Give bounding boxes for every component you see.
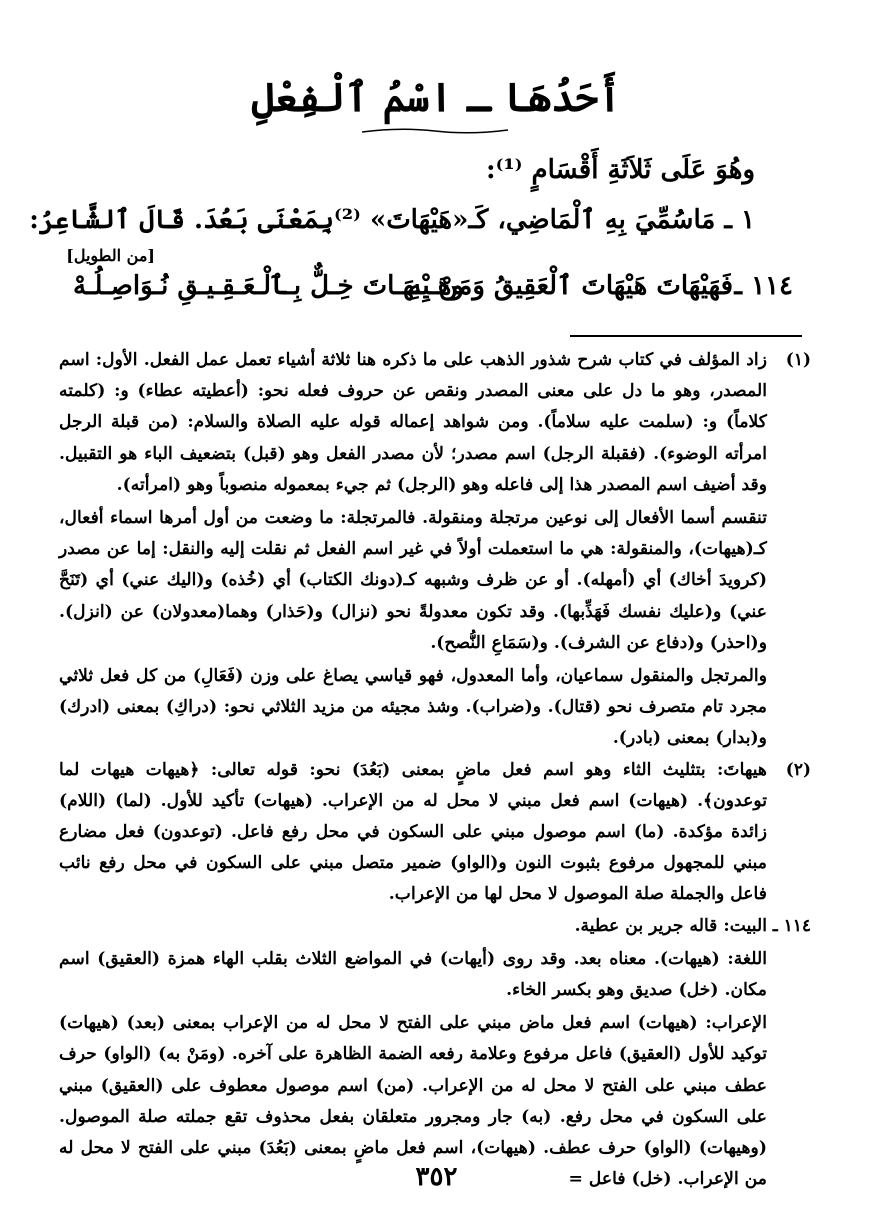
intro-line-first-category: ١ ـ مَاسُمِّيَ بِهِ ٱلْمَاضِي، كَـ«هَيْهَاتَ» ⁽²⁾بِمَعْنَى بَعُدَ. قَالَ ٱلشَّاعِرُ: (29, 205, 755, 235)
footnote-1 (59, 345, 811, 755)
verse-meter-label: [من الطويل] (66, 246, 155, 265)
chapter-title: أَحَدُهَا ـ اسْمُ ٱلْفِعْلِ (251, 74, 622, 121)
footnote-2 (59, 755, 811, 911)
footnote-marker: ١١٤ ـ (772, 915, 811, 936)
verse-first-hemistich: فَهَيْهَاتَ هَيْهَاتَ ٱلْعَقِيقُ وَمَنْ بِهِ (408, 271, 733, 301)
verse-number: ١١٤ ـ (734, 271, 793, 301)
footnotes (59, 345, 811, 1195)
footnote-paragraph: والمرتجل والمنقول سماعيان، وأما المعدول، فهو قياسي يصاغ على وزن (فَعَالِ) من كل فعل ثلاثي مجرد تام متصرف نحو (قتال). و(ضراب). وشذ مجيئه من مزيد الثلاثي نحو: (دراكِ) بمعنى (ادرك) و(بدار) بمعنى (بادر). (59, 666, 767, 749)
footnote-verse-114 (59, 911, 811, 1196)
title-underline-ornament (360, 126, 510, 136)
footnote-marker: (١) (785, 350, 811, 370)
footnote-separator (570, 335, 802, 337)
intro-line-categories: وهُوَ عَلَى ثَلاَثَةِ أَقْسَامٍ ⁽¹⁾: (486, 155, 755, 185)
verse-second-hemistich: وهَـيْـهَـاتَ خِـلٌّ بِـٱلْـعَـقِـيـقِ نُـوَاصِـلُـهْ (73, 271, 464, 301)
page-number: ٣٥٢ (415, 1162, 458, 1192)
footnote-paragraph: البيت: قاله جرير بن عطية. (574, 915, 767, 936)
footnote-paragraph: هيهاتَ: بتثليث الثاء وهو اسم فعل ماضٍ بمعنى (بَعُدَ) نحو: قوله تعالى: ﴿هيهات هيهات لما توعدون﴾. (هيهات) اسم فعل مبني لا محل له من الإعراب. (هيهات) تأكيد للأول. (لما) (اللام) زائدة مؤكدة. (ما) اسم موصول مبني على السكون في محل رفع فاعل. (توعدون) فعل مضارع مبني للمجهول مرفوع بثبوت النون و(الواو) ضمير متصل مبني على السكون في محل رفع نائب فاعل والجملة صلة الموصول لا محل لها من الإعراب. (59, 759, 767, 905)
poetry-verse (73, 264, 793, 310)
footnote-paragraph: الإعراب: (هيهات) اسم فعل ماض مبني على الفتح لا محل له من الإعراب بمعنى (بعد) (هيهات) توكيد للأول (العقيق) فاعل مرفوع وعلامة رفعه الضمة الظاهرة على آخره. (ومَنْ به) (الواو) حرف عطف مبني على الفتح لا محل له من الإعراب. (من) اسم موصول معطوف على (العقيق) مبني على السكون في محل رفع. (به) جار ومجرور متعلقان بفعل محذوف تقع جملته صلة الموصول. (وهيهات) (الواو) حرف عطف. (هيهات)، اسم فعل ماضٍ بمعنى (بَعُدَ) مبني على الفتح لا محل له من الإعراب. (خل) فاعل = (59, 1013, 767, 1190)
footnote-paragraph: زاد المؤلف في كتاب شرح شذور الذهب على ما ذكره هنا ثلاثة أشياء تعمل عمل الفعل. الأول: اسم المصدر، وهو ما دل على معنى المصدر ونقص عن حروف فعله نحو: (أعطيته عطاء) و: (كلمته كلاماً) و: (سلمت عليه سلاماً). ومن شواهد إعماله قوله عليه الصلاة والسلام: (من قبلة الرجل امرأته الوضوء). (فقبلة الرجل) اسم مصدر؛ لأن مصدر الفعل وهو (قبل) بتضعيف الباء هو التقبيل. وقد أضيف اسم المصدر هذا إلى فاعله وهو (الرجل) ثم جيء بمعموله منصوباً وهو (امرأته). (59, 350, 767, 495)
footnote-paragraph: تنقسم أسما الأفعال إلى نوعين مرتجلة ومنقولة. فالمرتجلة: ما وضعت من أول أمرها اسماء أفعال، كـ(هيهات)، والمنقولة: هي ما استعملت أولاً في غير اسم الفعل ثم نقلت إليه والنقل: إما عن مصدر (كرويدَ أخاك) أي (أمهله). أو عن ظرف وشبهه كـ(دونك الكتاب) أي (خُذه) و(اليك عني) أي (تَنَحَّ عني) و(عليك نفسك فَهَذِّبها). وقد تكون معدولةً نحو (نزال) و(حَذار) وهما(معدولان) عن (انزل). و(احذر) و(دفاع عن الشرف). و(سَمَاعِ النُّصح). (59, 508, 767, 653)
footnote-paragraph: اللغة: (هيهات). معناه بعد. وقد روى (أيهات) في المواضع الثلاث بقلب الهاء همزة (العقيق) اسم مكان. (خل) صديق وهو بكسر الخاء. (59, 948, 767, 1001)
footnote-marker: (٢) (785, 759, 811, 780)
